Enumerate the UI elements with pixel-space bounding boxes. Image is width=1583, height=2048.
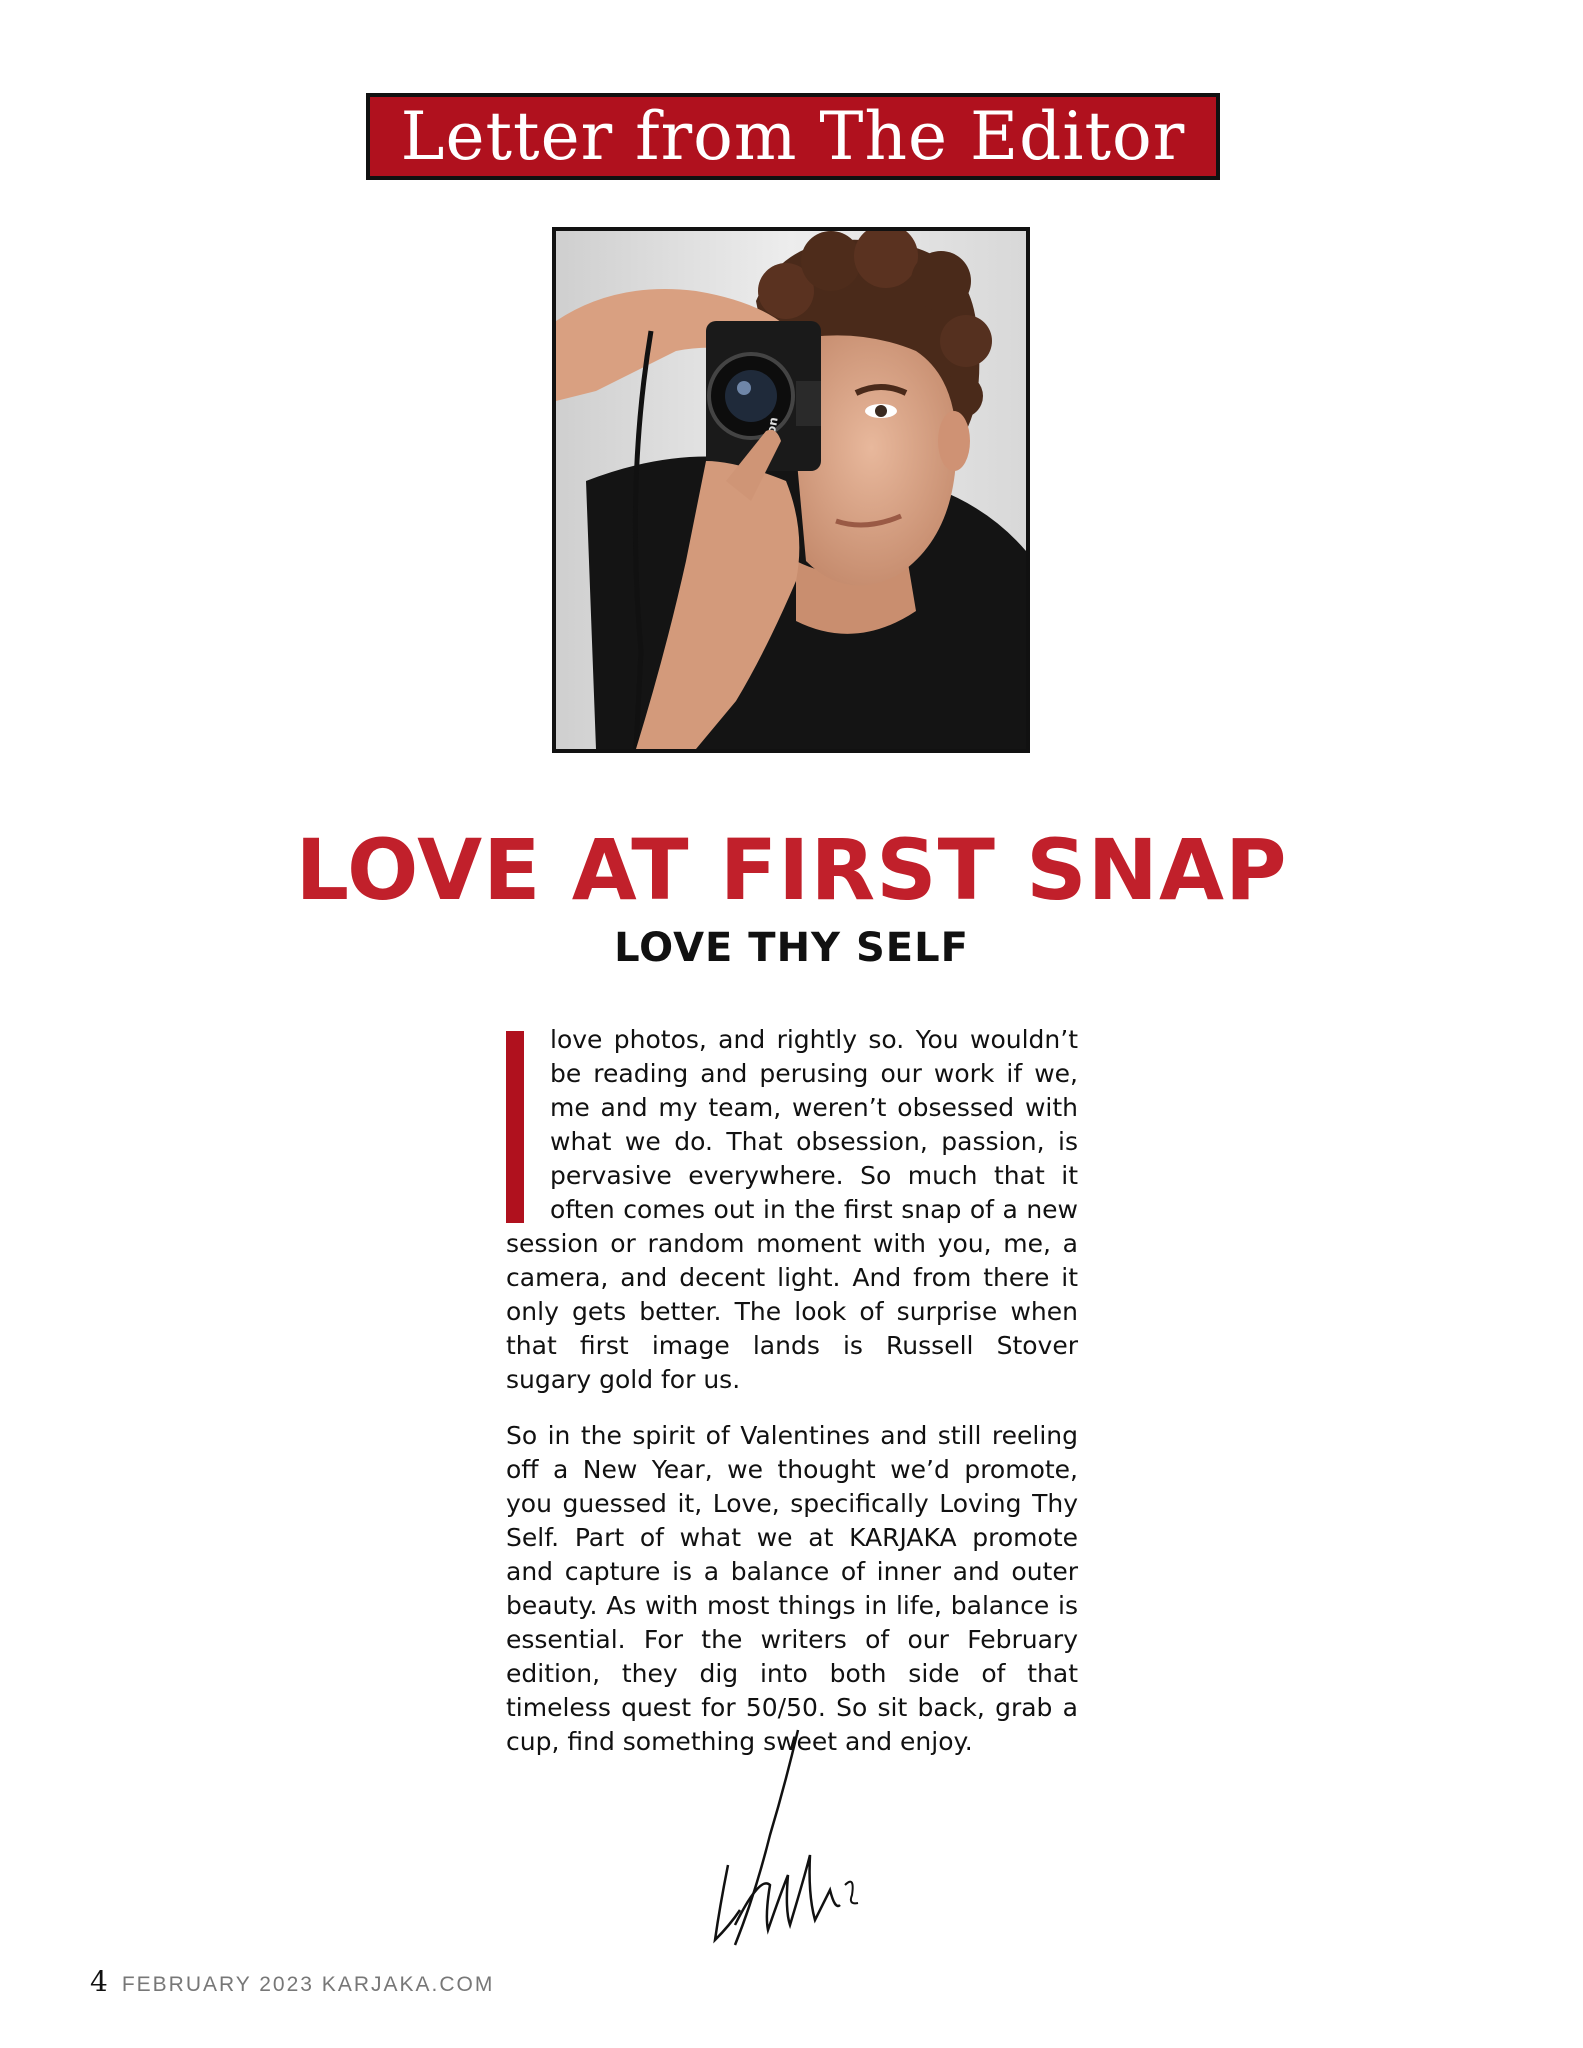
drop-cap xyxy=(506,1031,524,1223)
page-number: 4 xyxy=(90,1965,108,1998)
issue-info: FEBRUARY 2023 KARJAKA.COM xyxy=(121,1973,495,1996)
paragraph-1 xyxy=(506,1023,1078,1397)
editor-signature xyxy=(690,1725,870,1955)
paragraph-1-text: love photos, and rightly so. You wouldn’t be reading and perusing our work if we, me and my team, weren’t obsessed with what we do. That obsession, passion, is pervasive everywhere. So much that it often comes out in the first snap of a new session or random moment with you, me, a camera, and decent light. And from there it only gets better. The look of surprise when that first image lands is Russell Stover sugary gold for us. xyxy=(506,1025,1078,1394)
article-body xyxy=(506,1023,1078,1781)
photo-illustration xyxy=(556,231,1026,749)
article-subheadline: LOVE THY SELF xyxy=(614,925,969,971)
section-banner xyxy=(366,93,1220,180)
editor-photo xyxy=(552,227,1030,753)
article-headline: LOVE AT FIRST SNAP xyxy=(295,821,1288,919)
banner-title: Letter from The Editor xyxy=(400,97,1186,175)
page-footer xyxy=(90,1965,494,1998)
paragraph-2: So in the spirit of Valentines and still reeling off a New Year, we thought we’d promote, you guessed it, Love, specifically Loving Thy Self. Part of what we at KARJAKA promote and capture is a balance of inner and outer beauty. As with most things in life, balance is essential. For the writers of our February edition, they dig into both side of that timeless quest for 50/50. So sit back, grab a cup, find something sweet and enjoy. xyxy=(506,1421,1078,1756)
